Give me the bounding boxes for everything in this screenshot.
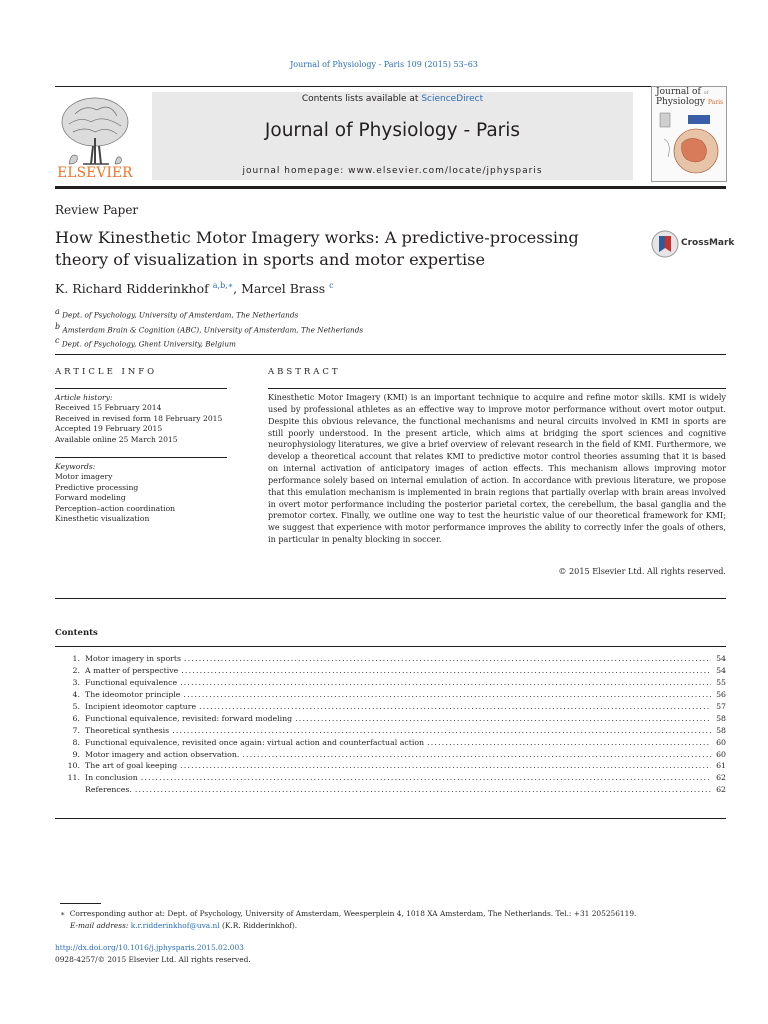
email-link[interactable]: k.r.ridderinkhof@uva.nl <box>130 920 220 930</box>
toc-entry[interactable] <box>55 654 726 666</box>
affiliation-marker: b <box>55 321 61 331</box>
toc-page: 58 <box>716 713 726 723</box>
keyword: Predictive processing <box>55 482 139 492</box>
affiliation-text: Dept. of Psychology, Ghent University, Belgium <box>61 339 236 349</box>
author-affiliation-marker[interactable]: c <box>329 281 334 290</box>
keyword: Motor imagery <box>55 472 113 482</box>
elsevier-logo <box>55 92 135 180</box>
history-label: Article history: <box>55 393 113 402</box>
toc-number: 9. <box>72 749 80 759</box>
toc-leader <box>141 773 711 782</box>
affiliation <box>55 321 363 336</box>
toc-title: Incipient ideomotor capture <box>85 701 197 711</box>
contents-available-label: Contents lists available at <box>301 94 422 104</box>
toc-entry[interactable] <box>55 726 726 738</box>
toc-page: 58 <box>716 725 726 735</box>
history-entry: Received 15 February 2014 <box>55 403 162 413</box>
contents-available <box>152 94 633 104</box>
toc-leader <box>427 738 711 747</box>
masthead-bottom-rule <box>55 186 726 189</box>
corresponding-author-footnote <box>60 908 636 931</box>
toc-number: 5. <box>72 701 80 711</box>
keyword: Kinesthetic visualization <box>55 514 150 524</box>
toc-page: 62 <box>716 785 726 795</box>
toc-number: 11. <box>67 773 80 783</box>
toc-leader <box>295 714 711 723</box>
top-rule <box>55 86 726 87</box>
article-info-heading: ARTICLE INFO <box>55 367 158 377</box>
crossmark-icon <box>651 230 679 258</box>
toc-title: References. <box>85 785 132 795</box>
toc-entry[interactable] <box>55 738 726 750</box>
toc-number: 7. <box>72 725 80 735</box>
affiliation <box>55 335 363 350</box>
affiliation-text: Dept. of Psychology, University of Amsterdam, The Netherlands <box>62 310 299 320</box>
history-entry: Accepted 19 February 2015 <box>55 424 163 434</box>
doi-block <box>55 942 251 965</box>
affiliation-marker: a <box>55 307 60 316</box>
keyword: Perception–action coordination <box>55 503 176 513</box>
toc-page: 54 <box>716 665 726 675</box>
toc-page: 57 <box>716 701 726 711</box>
toc-page: 54 <box>716 654 726 663</box>
doi-link[interactable]: http://dx.doi.org/10.1016/j.jphysparis.2015.02.003 <box>55 943 244 952</box>
cover-title-of: of <box>703 90 709 96</box>
table-of-contents <box>55 654 726 797</box>
footnote-marker: ∗ <box>60 909 66 918</box>
footnote-text: Corresponding author at: Dept. of Psychology, University of Amsterdam, Weesperplein 4, 1018 XA Amsterdam, The Netherlands. Tel.: +31 205256119. <box>69 909 637 918</box>
email-suffix: (K.R. Ridderinkhof). <box>222 920 298 930</box>
abstract-text: Kinesthetic Motor Imagery (KMI) is an important technique to acquire and refine motor skills. KMI is widely used by professional athletes as an effective way to improve motor performance without overt motor output. Despite this obvious relevance, the functional mechanisms and neural circuits involved in KMI in sports are still poorly understood. In the present article, which aims at bridging the sport sciences and cognitive neurophysiology literatures, we give a brief overview of relevant research in the field of KMI. Furthermore, we develop a theoretical account that relates KMI to predictive motor control theories assuming that it is based on internal activation of anticipatory images of action effects. This mechanism allows improving motor performance solely based on internal emulation of action. In accordance with previous literature, we propose that this emulation mechanism is implemented in brain regions that partially overlap with brain areas involved in overt motor performance including the posterior parietal cortex, the cerebellum, the basal ganglia and the premotor cortex. Finally, we outline one way to test the heuristic value of our theoretical framework for KMI; we suggest that experience with motor performance improves the ability to correctly infer the goals of others, in particular in penalty blocking in soccer. <box>268 392 726 545</box>
toc-leader <box>172 726 711 735</box>
keywords <box>55 462 175 524</box>
toc-title: Functional equivalence, revisited once again: virtual action and counterfactual action <box>85 737 425 747</box>
toc-leader <box>180 678 711 687</box>
toc-title: The ideomotor principle <box>85 689 181 699</box>
toc-number: 1. <box>72 654 80 663</box>
toc-leader <box>183 690 711 699</box>
toc-title: The art of goal keeping <box>85 761 178 771</box>
toc-entry[interactable] <box>55 666 726 678</box>
keyword: Forward modeling <box>55 493 126 503</box>
toc-entry[interactable] <box>55 785 726 797</box>
article-history <box>55 393 222 445</box>
cover-brain-icon <box>652 109 726 179</box>
toc-entry[interactable] <box>55 702 726 714</box>
toc-page: 55 <box>716 677 726 687</box>
toc-title: Functional equivalence <box>85 677 178 687</box>
toc-entry[interactable] <box>55 773 726 785</box>
email-line <box>60 920 636 932</box>
author-name: K. Richard Ridderinkhof <box>55 281 209 297</box>
crossmark-label: CrossMark <box>681 238 735 248</box>
toc-leader <box>184 654 711 663</box>
journal-title: Journal of Physiology - Paris <box>264 120 521 141</box>
toc-title: Motor imagery and action observation. <box>85 749 240 759</box>
toc-entry[interactable] <box>55 761 726 773</box>
affiliation-text: Amsterdam Brain & Cognition (ABC), University of Amsterdam, The Netherlands <box>62 325 364 335</box>
sciencedirect-link[interactable]: ScienceDirect <box>421 94 484 104</box>
abstract-bottom-rule <box>55 598 726 599</box>
toc-number: 10. <box>67 761 80 771</box>
toc-title: Theoretical synthesis <box>85 725 170 735</box>
toc-leader <box>180 761 711 770</box>
article-type: Review Paper <box>55 203 139 217</box>
issn-line: 0928-4257/© 2015 Elsevier Ltd. All rights reserved. <box>55 954 251 964</box>
affiliation <box>55 306 363 321</box>
keywords-label: Keywords: <box>55 462 96 471</box>
email-label: E-mail address: <box>70 920 129 930</box>
toc-page: 60 <box>716 737 726 747</box>
journal-homepage[interactable]: journal homepage: www.elsevier.com/locate/jphysparis <box>242 166 543 176</box>
elsevier-wordmark: ELSEVIER <box>57 165 133 181</box>
footnote-rule <box>60 903 101 904</box>
toc-page: 56 <box>716 689 726 699</box>
toc-entry[interactable] <box>55 678 726 690</box>
crossmark-badge[interactable] <box>651 230 735 262</box>
toc-title: A matter of perspective <box>85 665 179 675</box>
abstract-heading: ABSTRACT <box>268 367 341 377</box>
footnote-line <box>60 908 636 920</box>
toc-leader <box>199 702 711 711</box>
toc-entry[interactable] <box>55 714 726 726</box>
affiliation-marker: c <box>55 336 60 346</box>
toc-number: 3. <box>72 677 80 687</box>
cover-title-suffix: Paris <box>707 99 724 106</box>
cover-title-line1: Journal of <box>656 87 701 97</box>
contents-heading: Contents <box>55 628 98 638</box>
toc-leader <box>135 785 711 794</box>
toc-title: In conclusion <box>85 773 138 783</box>
section-rule <box>55 354 726 355</box>
toc-entry[interactable] <box>55 690 726 702</box>
history-entry: Available online 25 March 2015 <box>55 434 178 444</box>
toc-leader <box>242 750 711 759</box>
affiliations <box>55 306 363 350</box>
history-entry: Received in revised form 18 February 2015 <box>55 413 223 423</box>
author-affiliation-marker[interactable]: a,b,∗ <box>212 281 234 290</box>
article-title: How Kinesthetic Motor Imagery works: A predictive-processing theory of visualization in sports and motor expertise <box>55 228 579 269</box>
author-separator: , <box>233 281 242 297</box>
toc-number: 6. <box>72 713 80 723</box>
cover-title <box>656 88 723 107</box>
toc-title: Motor imagery in sports <box>85 654 182 663</box>
toc-page: 60 <box>716 749 726 759</box>
keywords-rule <box>55 457 227 458</box>
toc-entry[interactable] <box>55 750 726 762</box>
toc-title: Functional equivalence, revisited: forward modeling <box>85 713 293 723</box>
toc-number: 2. <box>72 665 80 675</box>
journal-citation[interactable]: Journal of Physiology - Paris 109 (2015) 53–63 <box>290 60 478 69</box>
abstract-copyright: © 2015 Elsevier Ltd. All rights reserved. <box>558 566 726 576</box>
abstract-rule <box>268 388 726 389</box>
author-list <box>55 281 334 296</box>
toc-page: 61 <box>716 761 726 771</box>
contents-top-rule <box>55 646 726 647</box>
article-info-rule <box>55 388 227 389</box>
contents-bottom-rule <box>55 818 726 819</box>
toc-page: 62 <box>716 773 726 783</box>
toc-leader <box>181 666 711 675</box>
journal-cover <box>651 86 727 182</box>
toc-number: 8. <box>72 737 80 747</box>
author-name: Marcel Brass <box>241 281 326 297</box>
toc-number: 4. <box>72 689 80 699</box>
cover-title-line2: Physiology <box>656 97 705 107</box>
